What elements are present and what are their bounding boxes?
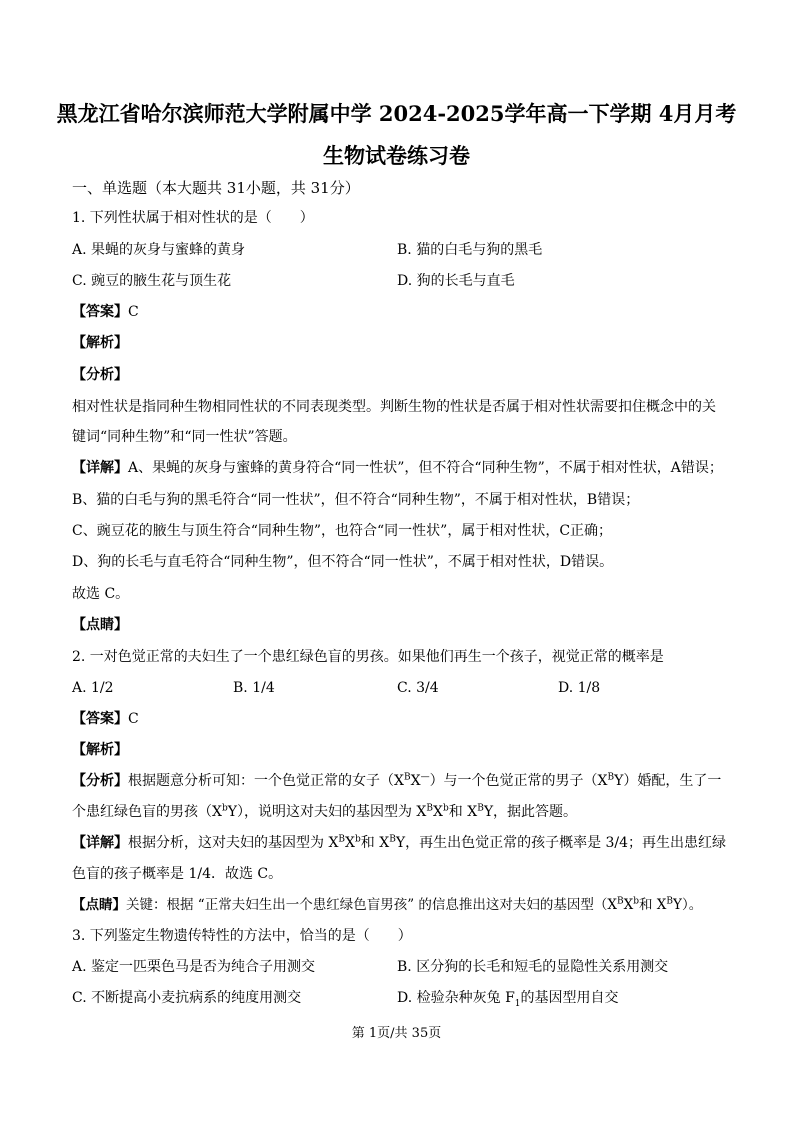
q3-option-c: C. 不断提高小麦抗病系的纯度用测交 [72, 990, 302, 1006]
q2-fenxi-line2: 个患红绿色盲的男孩$(X^bY)$，说明这对夫妇的基因型为 $X^BX^b$和 $X^BY$，据此答题。 [72, 803, 578, 820]
q2-option-a: A. 1/2 [72, 680, 114, 696]
q2-option-b: B. 1/4 [233, 680, 275, 696]
q2-stem: 2. 一对色觉正常的夫妇生了一个患红绿色盲的男孩。如果他们再生一个孩子，视觉正常的概率是 [72, 649, 664, 665]
doc-title-line2: 生物试卷练习卷 [323, 143, 470, 168]
q2-jiexi-tag: 【解析】 [72, 742, 128, 758]
q1-option-d: D. 狗的长毛与直毛 [397, 273, 515, 289]
q1-option-a: A. 果蝇的灰身与蜜蜂的黄身 [72, 242, 246, 258]
q1-detail-a: 【详解】A、果蝇的灰身与蜜蜂的黄身符合“同一性状”，但不符合“同种生物”，不属于相对性状，A错误； [72, 460, 723, 476]
q3-option-a: A. 鉴定一匹栗色马是否为纯合子用测交 [72, 959, 316, 975]
answer-value: C [128, 304, 139, 320]
q1-dianjing-tag: 【点睛】 [72, 617, 128, 633]
q3-stem: 3. 下列鉴定生物遗传特性的方法中，恰当的是（ ） [72, 928, 412, 944]
q1-detail-c: C、豌豆花的腋生与顶生符合“同种生物”，也符合“同一性状”，属于相对性状，C正确； [72, 523, 613, 539]
q3-option-b: B. 区分狗的长毛和短毛的显隐性关系用测交 [397, 959, 669, 975]
q3-option-d: D. 检验杂种灰兔 $F_1$的基因型用自交 [397, 990, 619, 1009]
xiangjie-tag: 【详解】 [72, 460, 128, 476]
q2-fenxi-line1: 【分析】根据题意分析可知：一个色觉正常的女子$(X^BX^—)$与一个色觉正常的男子$(X^BY)$婚配，生了一 [72, 772, 722, 789]
q1-detail-d: D、狗的长毛与直毛符合“同种生物”，但不符合“同一性状”，不属于相对性状，D错误。 [72, 554, 614, 570]
q1-option-c: C. 豌豆的腋生花与顶生花 [72, 273, 232, 289]
q1-stem: 1. 下列性状属于相对性状的是（ ） [72, 210, 314, 226]
q2-dianjing: 【点睛】关键：根据 “正常夫妇生出一个患红绿色盲男孩” 的信息推出这对夫妇的基因型（$X^BX^b$和 $X^BY$）。 [72, 896, 703, 913]
q1-choose: 故选 C。 [72, 586, 130, 602]
q2-option-c: C. 3/4 [397, 680, 439, 696]
doc-title-line1: 黑龙江省哈尔滨师范大学附属中学 2024-2025学年高一下学期 4月月考 [56, 101, 737, 126]
q1-answer [72, 302, 139, 322]
q1-fenxi-line1: 相对性状是指同种生物相同性状的不同表现类型。判断生物的性状是否属于相对性状需要扣住概念中的关 [72, 399, 716, 415]
q2-option-d: D. 1/8 [558, 680, 601, 696]
q2-detail-line1: 【详解】根据分析，这对夫妇的基因型为 $X^BX^b$和 $X^BY$，再生出色觉正常的孩子概率是 3/4；再生出患红绿 [72, 834, 727, 851]
page-footer: 第 1页/共 35页 [351, 1026, 442, 1041]
q1-jiexi-tag: 【解析】 [72, 335, 128, 351]
q1-detail-b: B、猫的白毛与狗的黑毛符合“同一性状”，但不符合“同种生物”，不属于相对性状，B错误； [72, 492, 640, 508]
section-heading: 一、单选题（本大题共 31小题，共 31分） [72, 179, 360, 197]
q1-option-b: B. 猫的白毛与狗的黑毛 [397, 242, 543, 258]
q2-detail-line2: 色盲的孩子概率是 1/4．故选 C。 [72, 866, 283, 882]
q1-fenxi-tag: 【分析】 [72, 367, 128, 383]
q2-answer: 【答案】C [72, 711, 139, 727]
answer-tag: 【答案】 [72, 304, 128, 320]
q1-fenxi-line2: 键词“同种生物”和“同一性状”答题。 [72, 429, 297, 445]
